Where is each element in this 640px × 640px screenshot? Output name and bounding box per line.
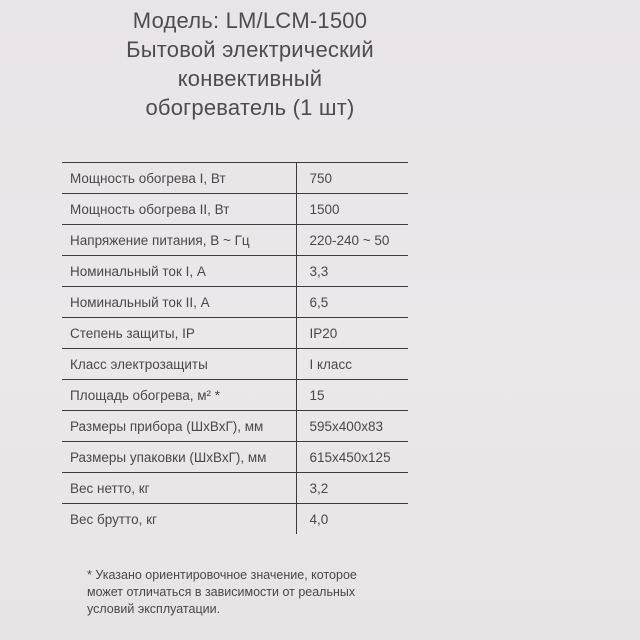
table-row [62, 442, 408, 473]
table-row [62, 287, 408, 318]
spec-value: 3,3 [296, 256, 408, 287]
model-line: Модель: LM/LCM-1500 [132, 8, 368, 33]
spec-value: 1500 [296, 194, 408, 225]
title-line-4: обогреватель (1 шт) [145, 95, 355, 120]
table-row [62, 194, 408, 225]
table-row [62, 380, 408, 411]
spec-label: Класс электрозащиты [62, 349, 296, 380]
footnote-line: может отличаться в зависимости от реальных [87, 585, 356, 599]
spec-label: Вес брутто, кг [70, 511, 157, 527]
title-line-3: конвективный [177, 66, 323, 91]
table-row [62, 256, 408, 287]
spec-label: Размеры прибора (ШхВхГ), мм [62, 411, 296, 442]
spec-value: 4,0 [296, 504, 408, 535]
spec-value: IP20 [296, 318, 408, 349]
title-line-2: Бытовой электрический [126, 37, 374, 62]
spec-label: Вес нетто, кг [62, 473, 296, 504]
spec-label: Номинальный ток I, А [62, 256, 296, 287]
spec-value: 615x450x125 [296, 442, 408, 473]
spec-value: 15 [296, 380, 408, 411]
table-row [62, 349, 408, 380]
table-row [62, 473, 408, 504]
footnote-line: условий эксплуатации. [87, 602, 221, 616]
table-row [62, 318, 408, 349]
spec-label: Размеры упаковки (ШхВхГ), мм [62, 442, 296, 473]
footnote-line: * Указано ориентировочное значение, которое [87, 568, 357, 582]
spec-value: 750 [296, 163, 408, 194]
table-row [62, 163, 408, 194]
spec-label: Мощность обогрева I, Вт [62, 163, 296, 194]
table-row [62, 504, 408, 535]
spec-value: I класс [296, 349, 408, 380]
spec-label: Мощность обогрева II, Вт [62, 194, 296, 225]
spec-label: Площадь обогрева, м² * [62, 380, 296, 411]
spec-value: 3,2 [296, 473, 408, 504]
table-row [62, 225, 408, 256]
spec-label: Напряжение питания, В ~ Гц [62, 225, 296, 256]
spec-value: 595x400x83 [296, 411, 408, 442]
footnote [87, 567, 407, 618]
spec-value: 6,5 [296, 287, 408, 318]
spec-table [62, 162, 408, 534]
spec-value: 220-240 ~ 50 [296, 225, 408, 256]
spec-label: Степень защиты, IP [62, 318, 296, 349]
product-title [100, 6, 400, 122]
spec-label: Номинальный ток II, А [62, 287, 296, 318]
table-row [62, 411, 408, 442]
